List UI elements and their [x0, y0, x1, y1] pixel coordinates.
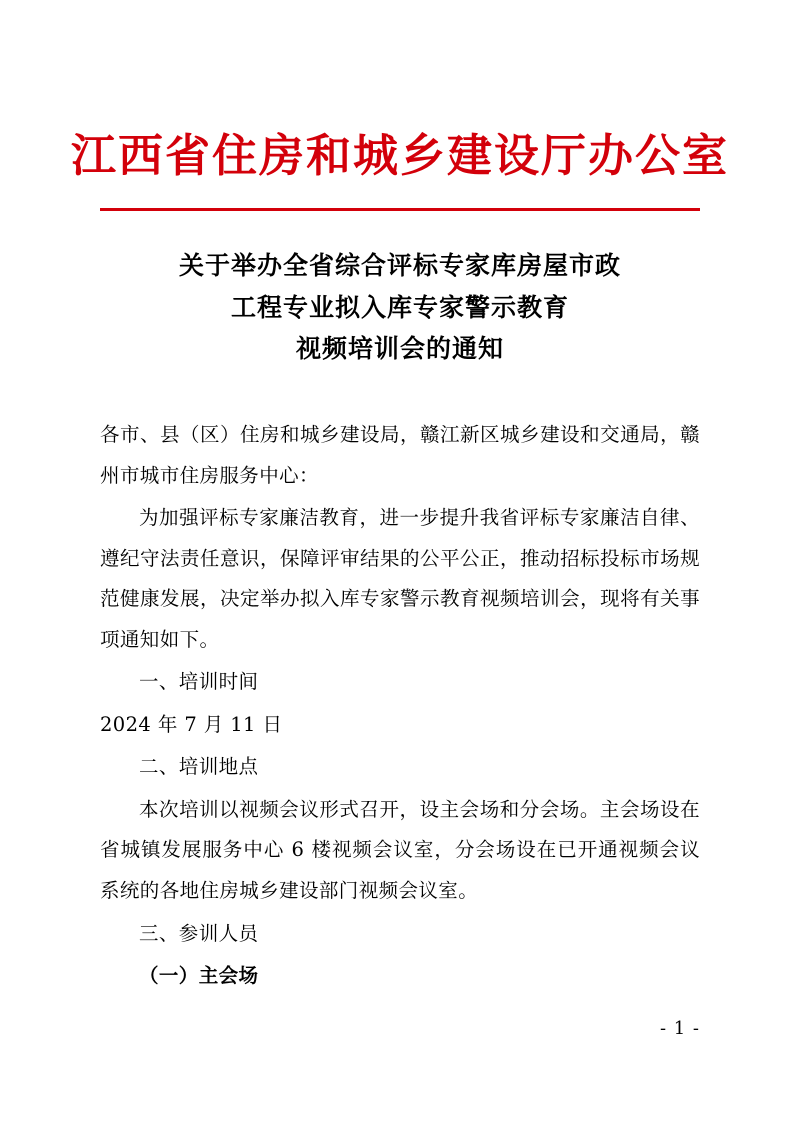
section-1-heading: 一、培训时间 — [139, 670, 259, 694]
document-header — [0, 128, 800, 211]
section-3-subheading-1: （一）主会场 — [139, 964, 259, 988]
recipient-line: 各市、县（区）住房和城乡建设局，赣江新区城乡建设和交通局，赣州市城市住房服务中心： — [100, 423, 700, 487]
document-title-line-1: 关于举办全省综合评标专家库房屋市政 — [178, 251, 621, 281]
section-2-heading: 二、培训地点 — [139, 755, 259, 779]
section-2-text: 本次培训以视频会议形式召开，设主会场和分会场。主会场设在省城镇发展服务中心 6 楼视频会议室，分会场设在已开通视频会议系统的各地住房城乡建设部门视频会议室。 — [100, 797, 700, 903]
page-number: - 1 - — [659, 1018, 700, 1039]
section-3-heading: 三、参训人员 — [139, 921, 259, 945]
red-separator-rule — [100, 208, 700, 211]
document-title-line-3: 视频培训会的通知 — [295, 333, 504, 363]
document-title-line-2: 工程专业拟入库专家警示教育 — [230, 292, 569, 322]
section-1-text: 2024 年 7 月 11 日 — [100, 712, 283, 736]
issuing-organization-title: 江西省住房和城乡建设厅办公室 — [70, 129, 729, 182]
document-title — [120, 245, 680, 369]
body-paragraph-1: 为加强评标专家廉洁教育，进一步提升我省评标专家廉洁自律、遵纪守法责任意识，保障评审结果的公平公正，推动招标投标市场规范健康发展，决定举办拟入库专家警示教育视频培训会，现将有关事项通知如下。 — [100, 506, 700, 651]
document-body — [100, 415, 700, 997]
